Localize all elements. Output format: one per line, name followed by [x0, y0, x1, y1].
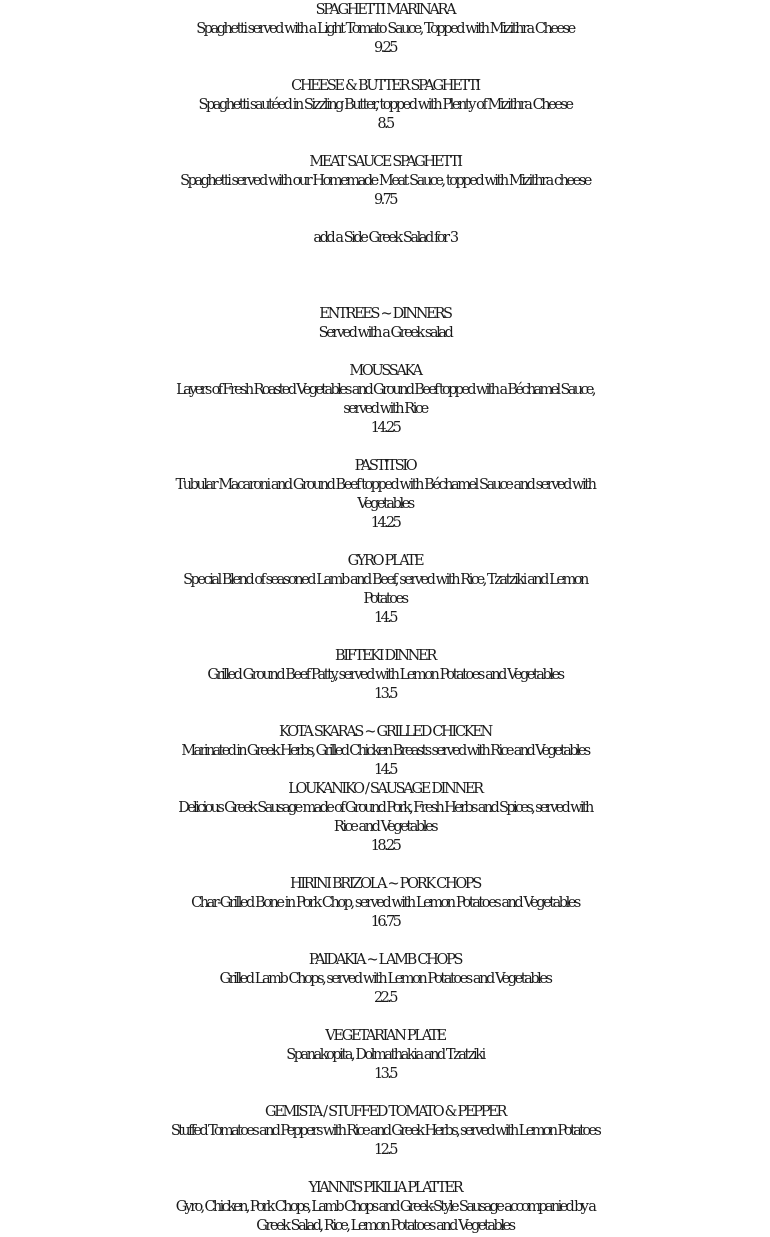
item-name: VEGETARIAN PLATE [325, 1028, 445, 1044]
item-price: 14.25 [370, 515, 400, 531]
item-name: BIFTEKI DINNER [335, 648, 435, 664]
item-description: served with Rice [343, 401, 427, 417]
item-price: 9.25 [374, 40, 396, 56]
item-price: 14.25 [370, 420, 400, 436]
item-description: Potatoes [363, 591, 407, 607]
item-price: 22.5 [374, 990, 396, 1006]
item-description: Special Blend of seasoned Lamb and Beef, served with Rice, Tzatziki and Lemon [183, 572, 587, 588]
item-price: 12.5 [374, 1142, 396, 1158]
item-name: PAIDAKIA ~ LAMB CHOPS [308, 952, 462, 968]
item-name: LOUKANIKO / SAUSAGE DINNER [288, 781, 482, 797]
item-description: Grilled Lamb Chops, served with Lemon Potatoes and Vegetables [219, 971, 551, 987]
item-description: Spanakopita, Dolmathakia and Tzatziki [286, 1047, 484, 1063]
item-price: 8.5 [377, 116, 393, 132]
item-price: 13.5 [374, 686, 396, 702]
section-subtitle: Served with a Greek salad [318, 325, 452, 341]
item-name: MEAT SAUCE SPAGHETTI [309, 154, 461, 170]
item-description: Layers of Fresh Roasted Vegetables and Ground Beef topped with a Béchamel Sauce, [176, 382, 594, 398]
item-description: Rice and Vegetables [333, 819, 437, 835]
section-title: ENTREES ~ DINNERS [319, 306, 451, 322]
item-price: 14.5 [374, 762, 396, 778]
item-description: Spaghetti served with a Light Tomato Sauce, Topped with Mizithra Cheese [196, 21, 574, 37]
item-description: Spaghetti sautéed in Sizzling Butter, topped with Plenty of Mizithra Cheese [198, 97, 572, 113]
pasta-note: add a Side Greek Salad for 3 [313, 230, 457, 246]
item-name: GYRO PLATE [347, 553, 423, 569]
item-description: Tubular Macaroni and Ground Beef topped with Béchamel Sauce and served with [175, 477, 595, 493]
item-price: 13.5 [374, 1066, 396, 1082]
item-price: 16.75 [370, 914, 400, 930]
item-name: GEMISTA / STUFFED TOMATO & PEPPER [264, 1104, 506, 1120]
item-name: KOTA SKARAS ~ GRILLED CHICKEN [279, 724, 491, 740]
item-description: Marinated in Greek Herbs, Grilled Chicken Breasts served with Rice and Vegetables [181, 743, 589, 759]
item-price: 9.75 [374, 192, 396, 208]
item-price: 14.5 [374, 610, 396, 626]
item-name: SPAGHETTI MARINARA [315, 2, 455, 18]
item-name: PASTITSIO [354, 458, 416, 474]
item-description: Grilled Ground Beef Patty, served with Lemon Potatoes and Vegetables [207, 667, 563, 683]
item-name: MOUSSAKA [349, 363, 421, 379]
item-name: HIRINI BRIZOLA ~ PORK CHOPS [290, 876, 480, 892]
item-name: CHEESE & BUTTER SPAGHETTI [291, 78, 479, 94]
item-description: Spaghetti served with our Homemade Meat Sauce, topped with Mizithra cheese [180, 173, 590, 189]
item-description: Greek Salad, Rice, Lemon Potatoes and Vegetables [256, 1218, 514, 1234]
item-description: Vegetables [357, 496, 413, 512]
item-description: Gyro, Chicken, Pork Chops, Lamb Chops and Greek-Style Sausage accompanied by a [175, 1199, 595, 1215]
item-price: 18.25 [370, 838, 400, 854]
item-name: YIANNI'S PIKILIA PLATTER [308, 1180, 462, 1196]
item-description: Delicious Greek Sausage made of Ground Pork, Fresh Herbs and Spices, served with [178, 800, 592, 816]
item-description: Char-Grilled Bone in Pork Chop, served with Lemon Potatoes and Vegetables [191, 895, 579, 911]
item-description: Stuffed Tomatoes and Peppers with Rice and Greek Herbs, served with Lemon Potatoes [170, 1123, 600, 1139]
